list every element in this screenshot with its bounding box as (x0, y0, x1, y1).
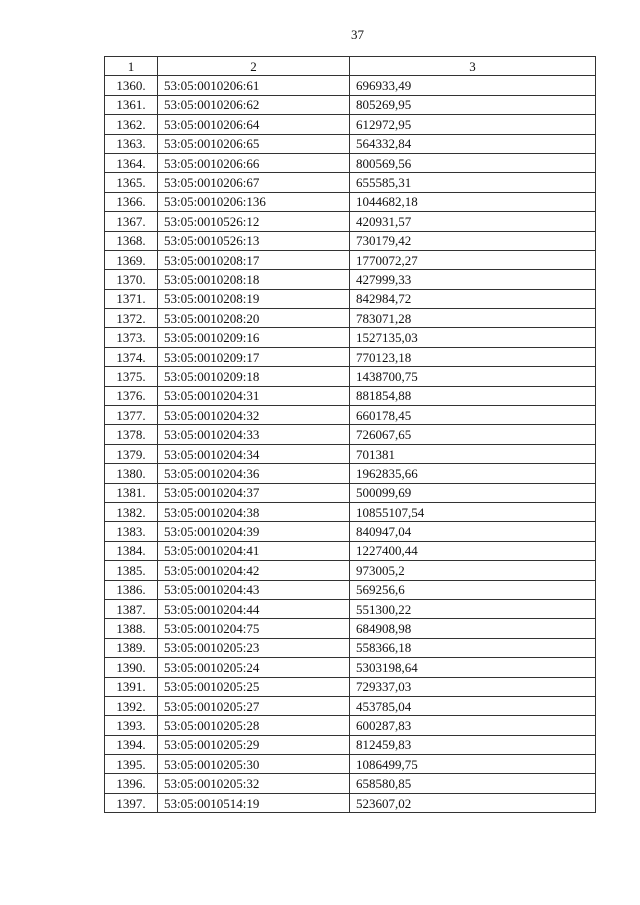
cadastral-number-cell: 53:05:0010205:32 (158, 774, 350, 793)
table-row (105, 425, 596, 444)
cadastral-number-cell: 53:05:0010206:66 (158, 153, 350, 172)
column-header-3: 3 (350, 57, 596, 76)
table-row (105, 619, 596, 638)
table-row (105, 134, 596, 153)
cadastral-number-cell: 53:05:0010204:37 (158, 483, 350, 502)
table-row (105, 696, 596, 715)
row-number-cell: 1383. (105, 522, 158, 541)
value-cell: 658580,85 (350, 774, 596, 793)
cadastral-number-cell: 53:05:0010205:29 (158, 735, 350, 754)
table-row (105, 716, 596, 735)
value-cell: 10855107,54 (350, 502, 596, 521)
table-row (105, 464, 596, 483)
table-row (105, 406, 596, 425)
cadastral-number-cell: 53:05:0010206:62 (158, 95, 350, 114)
cadastral-number-cell: 53:05:0010206:61 (158, 76, 350, 95)
value-cell: 420931,57 (350, 212, 596, 231)
value-cell: 684908,98 (350, 619, 596, 638)
cadastral-number-cell: 53:05:0010526:13 (158, 231, 350, 250)
cadastral-number-cell: 53:05:0010204:38 (158, 502, 350, 521)
table-row (105, 386, 596, 405)
row-number-cell: 1397. (105, 793, 158, 812)
table-row (105, 793, 596, 812)
row-number-cell: 1368. (105, 231, 158, 250)
cadastral-number-cell: 53:05:0010204:41 (158, 541, 350, 560)
table-row (105, 115, 596, 134)
table-row (105, 444, 596, 463)
table-row (105, 599, 596, 618)
value-cell: 1086499,75 (350, 755, 596, 774)
cadastral-number-cell: 53:05:0010206:136 (158, 192, 350, 211)
row-number-cell: 1372. (105, 309, 158, 328)
table-row (105, 541, 596, 560)
cadastral-number-cell: 53:05:0010209:16 (158, 328, 350, 347)
cadastral-number-cell: 53:05:0010209:17 (158, 347, 350, 366)
table-header-row (105, 57, 596, 76)
table-row (105, 522, 596, 541)
value-cell: 842984,72 (350, 289, 596, 308)
row-number-cell: 1360. (105, 76, 158, 95)
row-number-cell: 1369. (105, 250, 158, 269)
table-row (105, 231, 596, 250)
value-cell: 696933,49 (350, 76, 596, 95)
row-number-cell: 1394. (105, 735, 158, 754)
row-number-cell: 1395. (105, 755, 158, 774)
table-row (105, 658, 596, 677)
row-number-cell: 1389. (105, 638, 158, 657)
cadastral-number-cell: 53:05:0010205:28 (158, 716, 350, 735)
cadastral-number-cell: 53:05:0010204:43 (158, 580, 350, 599)
cadastral-number-cell: 53:05:0010206:64 (158, 115, 350, 134)
row-number-cell: 1374. (105, 347, 158, 366)
row-number-cell: 1380. (105, 464, 158, 483)
cadastral-number-cell: 53:05:0010204:44 (158, 599, 350, 618)
row-number-cell: 1370. (105, 270, 158, 289)
row-number-cell: 1379. (105, 444, 158, 463)
value-cell: 612972,95 (350, 115, 596, 134)
row-number-cell: 1363. (105, 134, 158, 153)
value-cell: 1962835,66 (350, 464, 596, 483)
table-row (105, 638, 596, 657)
column-header-2: 2 (158, 57, 350, 76)
row-number-cell: 1385. (105, 561, 158, 580)
value-cell: 840947,04 (350, 522, 596, 541)
table-row (105, 153, 596, 172)
cadastral-number-cell: 53:05:0010208:20 (158, 309, 350, 328)
cadastral-number-cell: 53:05:0010205:27 (158, 696, 350, 715)
cadastral-number-cell: 53:05:0010204:75 (158, 619, 350, 638)
cadastral-number-cell: 53:05:0010205:25 (158, 677, 350, 696)
cadastral-number-cell: 53:05:0010208:17 (158, 250, 350, 269)
cadastral-number-cell: 53:05:0010206:65 (158, 134, 350, 153)
row-number-cell: 1393. (105, 716, 158, 735)
value-cell: 427999,33 (350, 270, 596, 289)
value-cell: 5303198,64 (350, 658, 596, 677)
row-number-cell: 1377. (105, 406, 158, 425)
value-cell: 660178,45 (350, 406, 596, 425)
cadastral-number-cell: 53:05:0010209:18 (158, 367, 350, 386)
value-cell: 973005,2 (350, 561, 596, 580)
table-row (105, 774, 596, 793)
value-cell: 1438700,75 (350, 367, 596, 386)
row-number-cell: 1388. (105, 619, 158, 638)
table-row (105, 561, 596, 580)
row-number-cell: 1396. (105, 774, 158, 793)
cadastral-number-cell: 53:05:0010204:33 (158, 425, 350, 444)
table-row (105, 755, 596, 774)
cadastral-number-cell: 53:05:0010205:30 (158, 755, 350, 774)
value-cell: 655585,31 (350, 173, 596, 192)
cadastral-number-cell: 53:05:0010205:23 (158, 638, 350, 657)
row-number-cell: 1361. (105, 95, 158, 114)
table-row (105, 270, 596, 289)
value-cell: 800569,56 (350, 153, 596, 172)
cadastral-number-cell: 53:05:0010204:34 (158, 444, 350, 463)
row-number-cell: 1365. (105, 173, 158, 192)
value-cell: 729337,03 (350, 677, 596, 696)
row-number-cell: 1375. (105, 367, 158, 386)
table-row (105, 580, 596, 599)
cadastral-number-cell: 53:05:0010526:12 (158, 212, 350, 231)
value-cell: 569256,6 (350, 580, 596, 599)
value-cell: 881854,88 (350, 386, 596, 405)
value-cell: 726067,65 (350, 425, 596, 444)
row-number-cell: 1364. (105, 153, 158, 172)
row-number-cell: 1382. (105, 502, 158, 521)
value-cell: 551300,22 (350, 599, 596, 618)
value-cell: 805269,95 (350, 95, 596, 114)
table-row (105, 76, 596, 95)
table-row (105, 483, 596, 502)
value-cell: 1044682,18 (350, 192, 596, 211)
row-number-cell: 1386. (105, 580, 158, 599)
row-number-cell: 1362. (105, 115, 158, 134)
table-row (105, 347, 596, 366)
page-number: 37 (351, 27, 364, 42)
row-number-cell: 1378. (105, 425, 158, 444)
value-cell: 523607,02 (350, 793, 596, 812)
cadastral-number-cell: 53:05:0010204:42 (158, 561, 350, 580)
value-cell: 564332,84 (350, 134, 596, 153)
table-row (105, 367, 596, 386)
value-cell: 1527135,03 (350, 328, 596, 347)
row-number-cell: 1384. (105, 541, 158, 560)
value-cell: 730179,42 (350, 231, 596, 250)
value-cell: 770123,18 (350, 347, 596, 366)
cadastral-number-cell: 53:05:0010208:18 (158, 270, 350, 289)
data-table (104, 56, 596, 813)
table-body (105, 76, 596, 813)
table-row (105, 212, 596, 231)
row-number-cell: 1392. (105, 696, 158, 715)
cadastral-number-cell: 53:05:0010204:39 (158, 522, 350, 541)
row-number-cell: 1373. (105, 328, 158, 347)
cadastral-number-cell: 53:05:0010514:19 (158, 793, 350, 812)
cadastral-number-cell: 53:05:0010204:31 (158, 386, 350, 405)
row-number-cell: 1381. (105, 483, 158, 502)
cadastral-number-cell: 53:05:0010204:36 (158, 464, 350, 483)
table-row (105, 502, 596, 521)
value-cell: 558366,18 (350, 638, 596, 657)
table-row (105, 289, 596, 308)
table-row (105, 250, 596, 269)
table-row (105, 173, 596, 192)
row-number-cell: 1390. (105, 658, 158, 677)
cadastral-number-cell: 53:05:0010206:67 (158, 173, 350, 192)
value-cell: 500099,69 (350, 483, 596, 502)
row-number-cell: 1371. (105, 289, 158, 308)
value-cell: 453785,04 (350, 696, 596, 715)
table-row (105, 192, 596, 211)
cadastral-number-cell: 53:05:0010204:32 (158, 406, 350, 425)
value-cell: 1770072,27 (350, 250, 596, 269)
row-number-cell: 1391. (105, 677, 158, 696)
row-number-cell: 1376. (105, 386, 158, 405)
value-cell: 1227400,44 (350, 541, 596, 560)
value-cell: 600287,83 (350, 716, 596, 735)
table-row (105, 95, 596, 114)
table-row (105, 328, 596, 347)
row-number-cell: 1367. (105, 212, 158, 231)
table-row (105, 735, 596, 754)
value-cell: 812459,83 (350, 735, 596, 754)
table-row (105, 677, 596, 696)
cadastral-number-cell: 53:05:0010205:24 (158, 658, 350, 677)
table-row (105, 309, 596, 328)
value-cell: 701381 (350, 444, 596, 463)
value-cell: 783071,28 (350, 309, 596, 328)
row-number-cell: 1366. (105, 192, 158, 211)
cadastral-number-cell: 53:05:0010208:19 (158, 289, 350, 308)
row-number-cell: 1387. (105, 599, 158, 618)
column-header-1: 1 (105, 57, 158, 76)
